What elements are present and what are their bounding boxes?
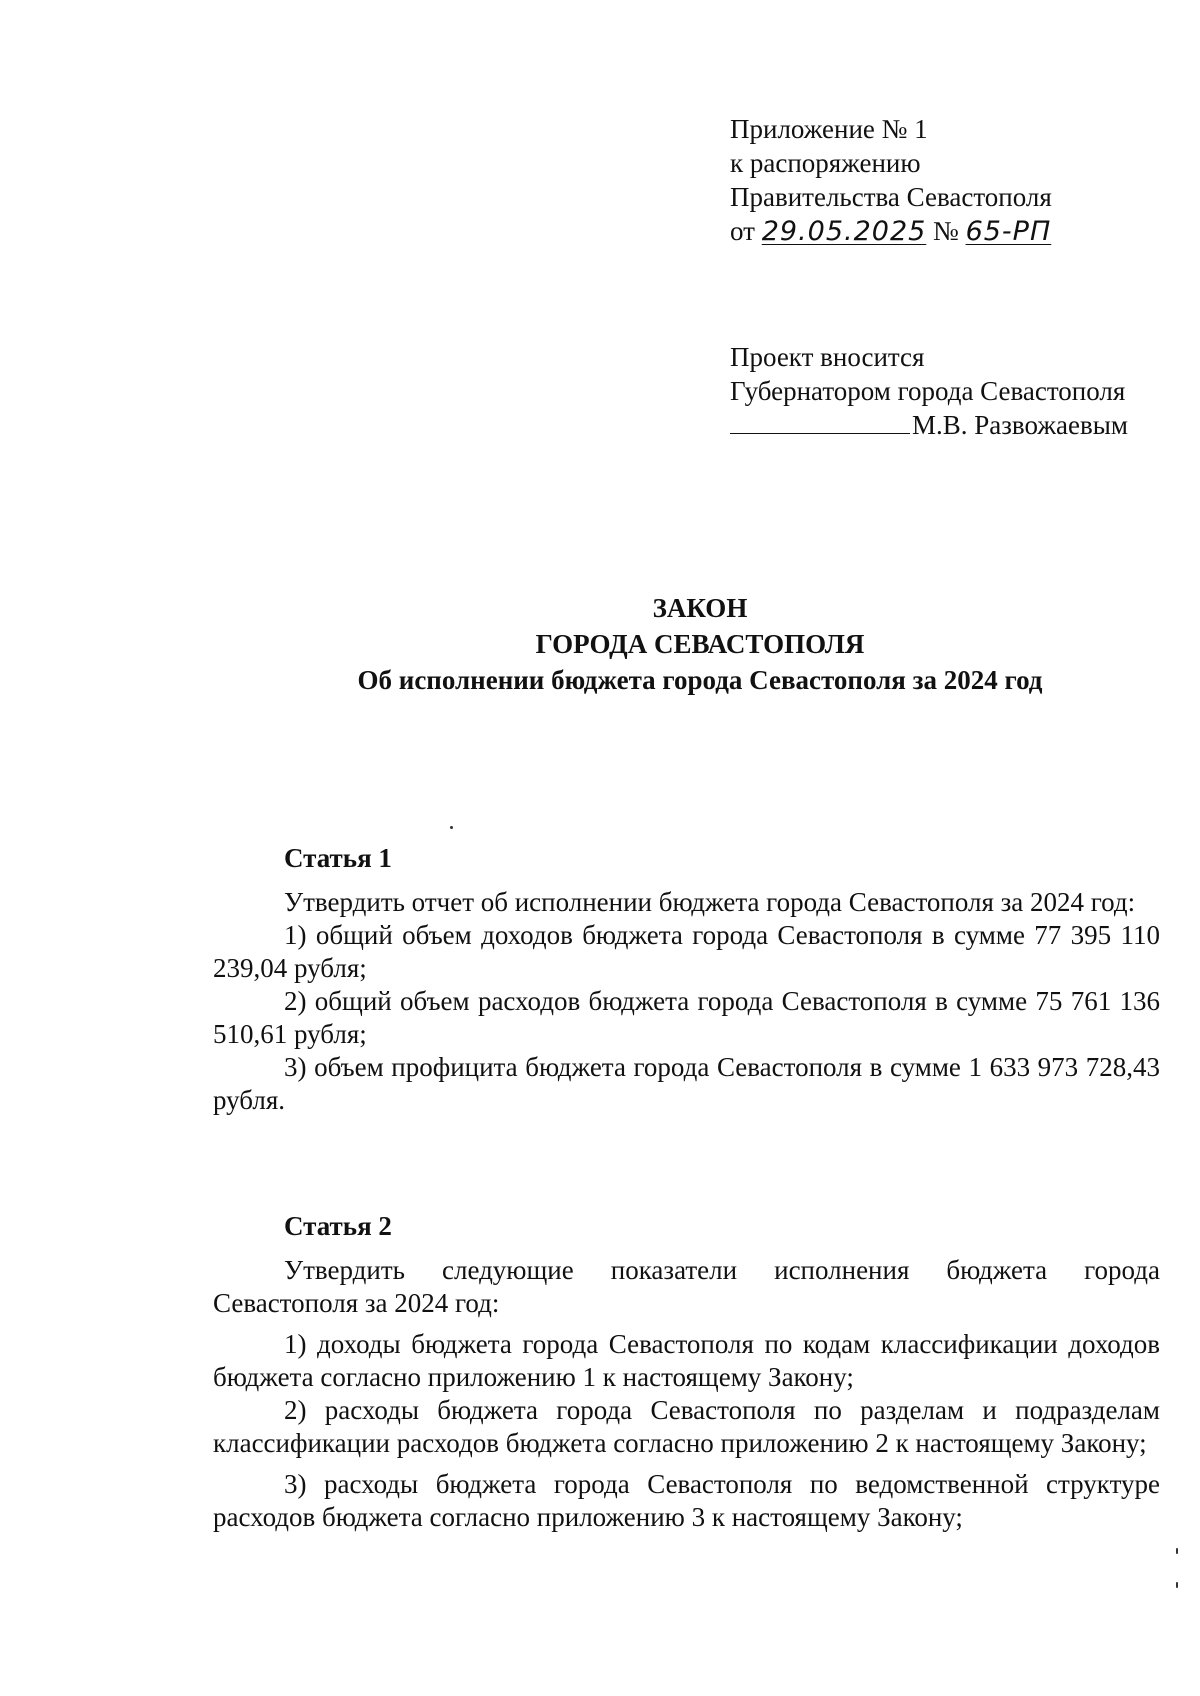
appendix-header xyxy=(730,112,1052,249)
article2-item2: 2) расходы бюджета города Севастополя по разделам и подразделам классификации расходов бюджета согласно приложению 2 к настоящему Закону; xyxy=(213,1395,1160,1458)
title-line2: ГОРОДА СЕВАСТОПОЛЯ xyxy=(535,629,865,659)
date-prefix: от xyxy=(730,216,762,246)
article1-item1: 1) общий объем доходов бюджета города Севастополя в сумме 77 395 110 239,04 рубля; xyxy=(213,920,1160,983)
appendix-date-line xyxy=(730,214,1052,249)
signatory-name: М.В. Развожаевым xyxy=(912,410,1128,440)
project-submitter xyxy=(730,340,1128,442)
article1-heading: Статья 1 xyxy=(284,843,392,873)
title-line3: Об исполнении бюджета города Севастополя за 2024 год xyxy=(357,665,1043,695)
title-line1: ЗАКОН xyxy=(652,593,748,623)
article2-heading: Статья 2 xyxy=(284,1211,392,1241)
number-prefix: № xyxy=(926,216,966,246)
article1-item2: 2) общий объем расходов бюджета города Севастополя в сумме 75 761 136 510,61 рубля; xyxy=(213,986,1160,1049)
appendix-authority: Правительства Севастополя xyxy=(730,182,1052,212)
article2-body xyxy=(213,1254,1160,1534)
scan-mark xyxy=(1176,1548,1178,1554)
project-signatory-line xyxy=(730,408,1128,442)
article2-item3: 3) расходы бюджета города Севастополя по ведомственной структуре расходов бюджета согласно приложению 3 к настоящему Закону; xyxy=(213,1469,1160,1532)
article1-item3: 3) объем профицита бюджета города Севастополя в сумме 1 633 973 728,43 рубля. xyxy=(213,1052,1160,1115)
article1-intro: Утвердить отчет об исполнении бюджета города Севастополя за 2024 год: xyxy=(284,887,1136,917)
signature-line xyxy=(730,411,910,434)
article2-intro: Утвердить следующие показатели исполнения бюджета города Севастополя за 2024 год: xyxy=(213,1255,1160,1318)
appendix-number: Приложение № 1 xyxy=(730,114,928,144)
appendix-ref: к распоряжению xyxy=(730,148,921,178)
article1-body xyxy=(213,886,1160,1117)
project-line1: Проект вносится xyxy=(730,342,925,372)
article2-item1: 1) доходы бюджета города Севастополя по кодам классификации доходов бюджета согласно приложению 1 к настоящему Закону; xyxy=(213,1329,1160,1392)
handwritten-date: 29.05.2025 xyxy=(761,216,927,247)
handwritten-number: 65-РП xyxy=(965,216,1052,247)
project-line2: Губернатором города Севастополя xyxy=(730,376,1126,406)
scan-mark xyxy=(1176,1582,1178,1588)
scan-dot xyxy=(450,826,453,829)
law-title xyxy=(200,590,1200,698)
